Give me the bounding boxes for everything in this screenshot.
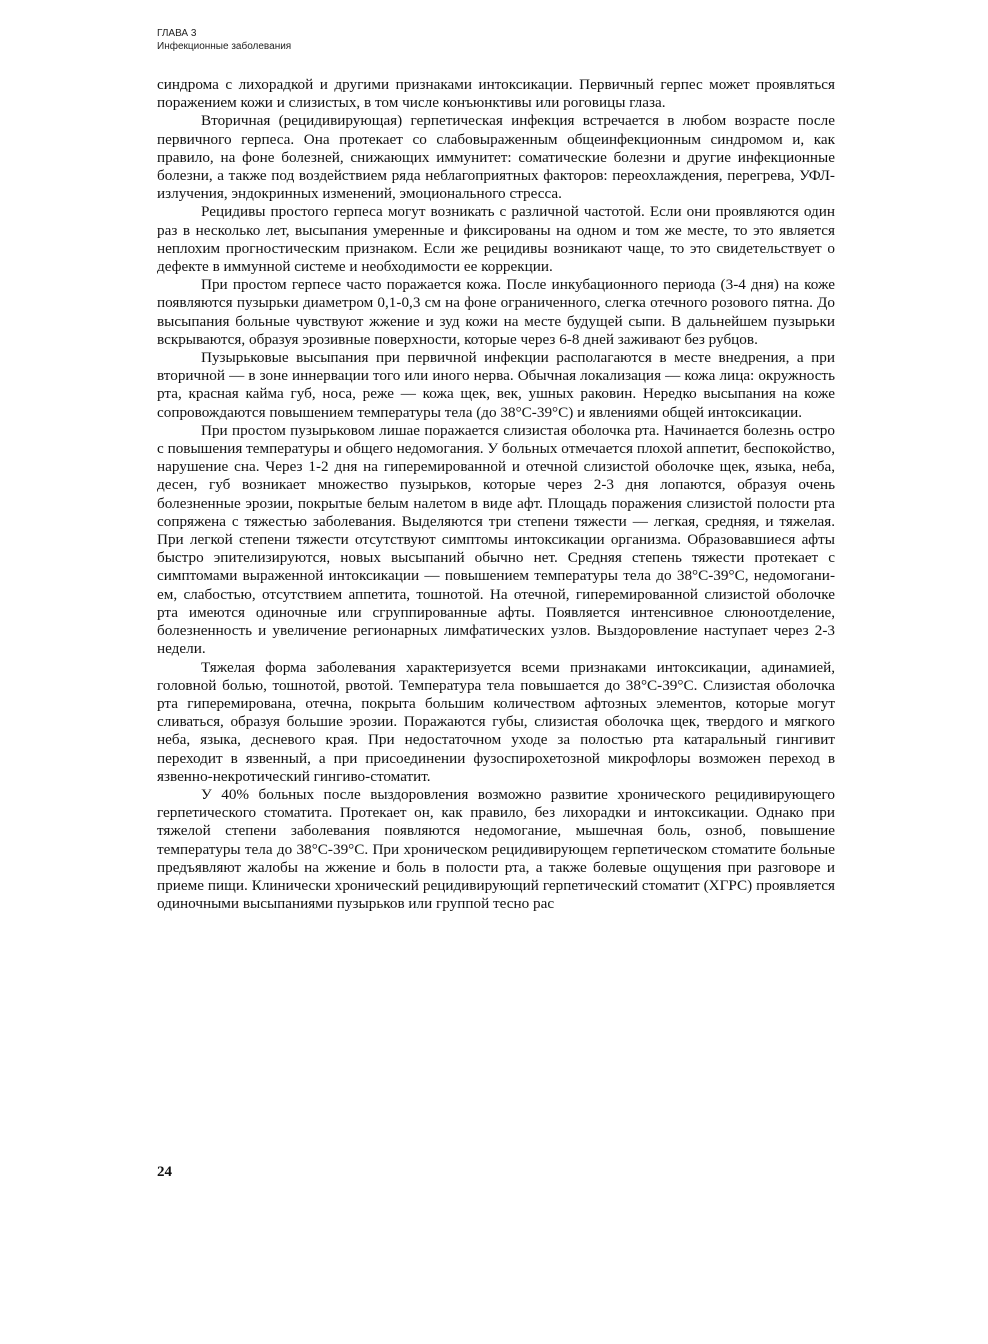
running-head bbox=[157, 27, 291, 53]
paragraph: У 40% больных после выздоровления возможно развитие хронического рецидивирующего герпетического стоматита. Протекает он, как правило, без лихорадки и интоксикации. Однако при тяжелой степени заболевания появляются недомогание, мышечная боль, озноб, повышение температуры тела до 38°С-39°С. При хроническом рецидивирующем герпетическом стоматите больные предъявляют жалобы на жжение и боль в полости рта, а также болевые ощущения при разговоре и приеме пищи. Клинически хронический рецидивирующий герпетический стоматит (ХГРС) проявляется одиночными высыпаниями пузырьков или группой тесно рас bbox=[157, 785, 835, 913]
paragraph: Вторичная (рецидивирующая) герпетическая инфекция встречается в любом возрасте после первичного герпеса. Она протекает со слабовыраженным общеинфекционным синдромом и, как правило, на фоне болезней, снижающих иммунитет: соматические болезни и другие инфекционные болезни, а также под воздействием ряда неблагоприятных факторов: переохлаждения, перегрева, УФЛ-излучения, эндокринных изменений, эмоционального стресса. bbox=[157, 112, 835, 203]
paragraph: Пузырьковые высыпания при первичной инфекции располагаются в месте внедрения, а при вторичной — в зоне иннервации того или иного нерва. Обычная локализация — кожа лица: окружность рта, красная кайма губ, носа, реже — кожа щек, век, ушных раковин. Нередко высыпания на коже сопровождаются повышением температуры тела (до 38°С-39°С) и явлениями общей интоксикации. bbox=[157, 349, 835, 421]
paragraph: Тяжелая форма заболевания характеризуется всеми признаками интоксикации, адинамией, головной болью, тошнотой, рвотой. Температура тела повышается до 38°С-39°С. Слизистая оболочка рта гиперемирована, отечна, покрыта большим количеством афтозных элементов, которые могут сливаться, образуя большие эрозии. Поражаются губы, слизистая оболочка щек, твердого и мягкого неба, языка, десневого края. При недостаточном уходе за полостью рта катаральный гингивит переходит в язвенный, а при присоединении фузоспирохетозной микрофлоры возможен переход в язвенно-некротический гингиво-стоматит. bbox=[157, 658, 835, 785]
body-text bbox=[157, 76, 835, 913]
section-title: Инфекционные заболевания bbox=[157, 41, 292, 52]
page-number: 24 bbox=[157, 1164, 172, 1180]
paragraph: При простом пузырьковом лишае поражается слизистая оболочка рта. Начинается болезнь остро с повышения температуры и общего недомогания. У больных отмечается плохой аппетит, беспокойство, нарушение сна. Через 1-2 дня на гиперемированной и отечной слизистой оболочке щек, языка, неба, десен, губ возникает множество пузырьков, которые через 2-3 дня лопаются, образуя очень болезненные эрозии, покрытые белым налетом в виде афт. Площадь поражения слизистой полости рта сопряжена с тяжестью заболевания. Выделяются три степени тяжести — легкая, средняя, и тяжелая. При легкой степени тяжести отсутствуют симптомы интоксикации организма. Образовавшиеся афты быстро эпителизируются, новых высыпаний обычно нет. Средняя степень тяжести протекает с симптомами выраженной интоксикации — повышением температуры тела до 38°С-39°С, недомоганием, слабостью, отсутствием аппетита, тошнотой. На отечной, гиперемированной слизистой оболочке рта имеются одиночные или сгруппированные афты. Появляется интенсивное слюноотделение, болезненность и увеличение регионарных лимфатических узлов. Выздоровление наступает через 2-3 недели. bbox=[157, 421, 835, 658]
chapter-label: ГЛАВА 3 bbox=[157, 28, 197, 39]
paragraph: При простом герпесе часто поражается кожа. После инкубационного периода (3-4 дня) на коже появляются пузырьки диаметром 0,1-0,3 см на фоне ограниченного, слегка отечного розового пятна. До высыпания больные чувствуют жжение и зуд кожи на месте будущей сыпи. В дальнейшем пузырьки вскрываются, образуя эрозивные поверхности, которые через 6-8 дней заживают без рубцов. bbox=[157, 276, 835, 348]
paragraph: синдрома с лихорадкой и другими признаками интоксикации. Первичный герпес может проявляться поражением кожи и слизистых, в том числе конъюнктивы или роговицы глаза. bbox=[157, 76, 835, 112]
paragraph: Рецидивы простого герпеса могут возникать с различной частотой. Если они проявляются один раз в несколько лет, высыпания умеренные и фиксированы на одном и том же месте, то это является неплохим прогностическим признаком. Если же рецидивы возникают чаще, то это свидетельствует о дефекте в иммунной системе и необходимости ее коррекции. bbox=[157, 203, 835, 276]
